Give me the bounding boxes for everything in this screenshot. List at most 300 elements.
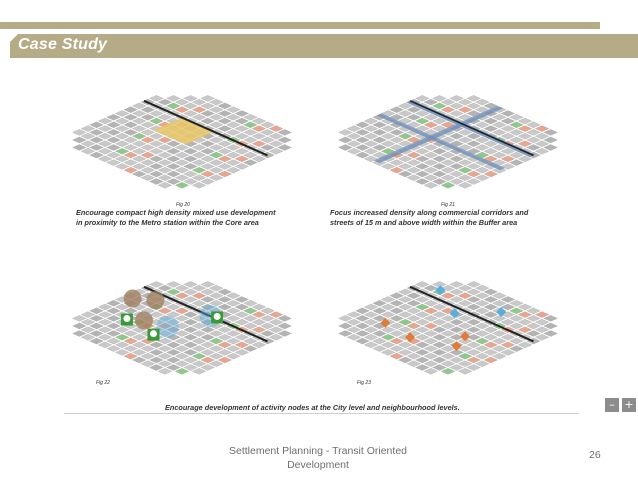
parcel-block <box>398 349 412 355</box>
parcel-block <box>364 141 378 147</box>
parcel-block <box>73 323 87 329</box>
parcel-block <box>81 319 95 325</box>
parcel-block <box>441 152 455 158</box>
parcel-block <box>252 327 266 333</box>
parcel-block <box>244 129 258 135</box>
parcel-block <box>416 349 430 355</box>
parcel-block <box>98 342 112 348</box>
minus-icon: – <box>609 398 615 411</box>
parcel-block <box>416 327 430 333</box>
parcel-block <box>407 308 421 314</box>
parcel-block <box>150 349 164 355</box>
parcel-block <box>416 304 430 310</box>
parcel-block <box>407 152 421 158</box>
parcel-block <box>458 300 472 306</box>
parcel-block <box>278 129 292 135</box>
zoom-out-button[interactable] <box>605 398 619 412</box>
parcel-block <box>244 114 258 120</box>
parcel-block <box>218 334 232 340</box>
parcel-block <box>424 323 438 329</box>
parcel-block <box>124 330 138 336</box>
parcel-block <box>450 110 464 116</box>
parcel-block <box>535 141 549 147</box>
parcel-block <box>132 171 146 177</box>
parcel-block <box>158 361 172 367</box>
parcel-block <box>124 114 138 120</box>
parcel-block <box>458 368 472 374</box>
footer-line-2: Development <box>287 459 349 471</box>
parcel-block <box>115 133 129 139</box>
parcel-block <box>484 357 498 363</box>
parcel-block <box>209 346 223 352</box>
parcel-block <box>124 353 138 359</box>
parcel-block <box>81 126 95 132</box>
parcel-block <box>347 312 361 318</box>
parcel-block <box>433 334 447 340</box>
parcel-block <box>433 148 447 154</box>
parcel-block <box>390 129 404 135</box>
parcel-block <box>441 353 455 359</box>
parcel-block <box>527 330 541 336</box>
parcel-block <box>467 357 481 363</box>
parcel-block <box>398 171 412 177</box>
parcel-block <box>158 338 172 344</box>
parcel-block <box>252 118 266 124</box>
parcel-block <box>73 129 87 135</box>
parcel-block <box>373 144 387 150</box>
parcel-block <box>158 167 172 173</box>
parcel-block <box>184 281 198 287</box>
parcel-block <box>364 133 378 139</box>
parcel-block <box>356 308 370 314</box>
parcel-block <box>484 327 498 333</box>
parcel-block <box>107 122 121 128</box>
parcel-block <box>192 293 206 299</box>
parcel-block <box>107 346 121 352</box>
parcel-block <box>235 334 249 340</box>
parcel-block <box>269 133 283 139</box>
parcel-block <box>235 319 249 325</box>
parcel-block <box>475 293 489 299</box>
parcel-block <box>150 163 164 169</box>
parcel-block <box>347 327 361 333</box>
parcel-block <box>201 163 215 169</box>
parcel-block <box>527 315 541 321</box>
parcel-block <box>450 179 464 185</box>
parcel-block <box>407 353 421 359</box>
parcel-block <box>209 175 223 181</box>
parcel-block <box>467 179 481 185</box>
caption-fig-21-line-1: Focus increased density along commercial corridors and <box>330 208 529 217</box>
parcel-block <box>441 175 455 181</box>
parcel-block <box>201 357 215 363</box>
parcel-block <box>201 281 215 287</box>
parcel-block <box>484 148 498 154</box>
parcel-block <box>398 296 412 302</box>
parcel-block <box>132 156 146 162</box>
parcel-block <box>390 107 404 113</box>
parcel-block <box>510 300 524 306</box>
parcel-block <box>390 137 404 143</box>
parcel-block <box>124 129 138 135</box>
parcel-block <box>398 110 412 116</box>
parcel-block <box>518 118 532 124</box>
parcel-block <box>107 137 121 143</box>
parcel-block <box>458 285 472 291</box>
parcel-block <box>235 110 249 116</box>
parcel-block <box>347 148 361 154</box>
parcel-block <box>244 160 258 166</box>
parcel-block <box>226 129 240 135</box>
parcel-block <box>132 334 146 340</box>
parcel-block <box>226 114 240 120</box>
parcel-block <box>90 137 104 143</box>
parcel-block <box>484 171 498 177</box>
parcel-block <box>184 110 198 116</box>
parcel-block <box>192 152 206 158</box>
parcel-block <box>356 315 370 321</box>
parcel-block <box>218 156 232 162</box>
parcel-block <box>278 330 292 336</box>
parcel-block <box>535 126 549 132</box>
parcel-block <box>501 110 515 116</box>
parcel-block <box>73 144 87 150</box>
parcel-block <box>175 368 189 374</box>
parcel-block <box>398 312 412 318</box>
parcel-block <box>235 312 249 318</box>
parcel-block <box>518 126 532 132</box>
parcel-block <box>81 334 95 340</box>
parcel-block <box>201 95 215 101</box>
parcel-block <box>209 160 223 166</box>
parcel-block <box>441 323 455 329</box>
parcel-block <box>424 152 438 158</box>
parcel-block <box>416 334 430 340</box>
parcel-block <box>535 148 549 154</box>
parcel-block <box>201 148 215 154</box>
parcel-block <box>458 167 472 173</box>
parcel-block <box>192 368 206 374</box>
parcel-block <box>492 315 506 321</box>
parcel-block <box>261 308 275 314</box>
parcel-block <box>544 323 558 329</box>
parcel-block <box>150 95 164 101</box>
parcel-block <box>226 346 240 352</box>
parcel-block <box>450 289 464 295</box>
parcel-block <box>98 126 112 132</box>
parcel-block <box>527 308 541 314</box>
parcel-block <box>192 114 206 120</box>
parcel-block <box>150 179 164 185</box>
parcel-block <box>184 179 198 185</box>
parcel-block <box>226 122 240 128</box>
parcel-block <box>209 144 223 150</box>
zoom-in-button[interactable] <box>622 398 636 412</box>
parcel-block <box>373 346 387 352</box>
parcel-block <box>356 129 370 135</box>
parcel-block <box>381 312 395 318</box>
parcel-block <box>441 99 455 105</box>
parcel-block <box>235 126 249 132</box>
parcel-block <box>167 179 181 185</box>
parcel-block <box>467 319 481 325</box>
parcel-block <box>90 315 104 321</box>
parcel-block <box>107 144 121 150</box>
parcel-block <box>90 144 104 150</box>
parcel-block <box>373 330 387 336</box>
parcel-block <box>209 353 223 359</box>
parcel-block <box>484 349 498 355</box>
parcel-block <box>356 152 370 158</box>
parcel-block <box>450 156 464 162</box>
parcel-block <box>244 315 258 321</box>
parcel-block <box>252 141 266 147</box>
parcel-block <box>484 334 498 340</box>
parcel-block <box>467 95 481 101</box>
parcel-block <box>124 152 138 158</box>
parcel-block <box>192 285 206 291</box>
caption-divider <box>64 413 579 414</box>
parcel-block <box>201 342 215 348</box>
parcel-block <box>269 334 283 340</box>
parcel-block <box>132 357 146 363</box>
parcel-block <box>381 342 395 348</box>
parcel-block <box>150 156 164 162</box>
parcel-block <box>510 122 524 128</box>
parcel-block <box>458 99 472 105</box>
parcel-block <box>252 126 266 132</box>
header-corner-notch <box>10 34 18 42</box>
parcel-block <box>424 182 438 188</box>
parcel-block <box>184 103 198 109</box>
parcel-block <box>450 365 464 371</box>
parcel-block <box>364 118 378 124</box>
parcel-block <box>390 315 404 321</box>
parcel-block <box>433 342 447 348</box>
fig-label-20: Fig 20 <box>176 202 190 208</box>
parcel-block <box>218 342 232 348</box>
parcel-block <box>107 300 121 306</box>
parcel-block <box>218 110 232 116</box>
parcel-block <box>115 349 129 355</box>
parcel-block <box>141 114 155 120</box>
parcel-block <box>184 349 198 355</box>
parcel-block <box>81 327 95 333</box>
parcel-block <box>141 361 155 367</box>
parcel-block <box>269 141 283 147</box>
parcel-block <box>450 95 464 101</box>
parcel-block <box>98 156 112 162</box>
parcel-block <box>501 133 515 139</box>
parcel-block <box>124 144 138 150</box>
parcel-block <box>184 365 198 371</box>
parcel-block <box>518 319 532 325</box>
parcel-block <box>132 133 146 139</box>
parcel-block <box>441 107 455 113</box>
parcel-block <box>218 304 232 310</box>
parcel-block <box>252 133 266 139</box>
parcel-block <box>175 346 189 352</box>
parcel-block <box>132 349 146 355</box>
parcel-block <box>192 361 206 367</box>
parcel-block <box>167 141 181 147</box>
parcel-block <box>356 323 370 329</box>
parcel-block <box>158 152 172 158</box>
parcel-block <box>209 99 223 105</box>
parcel-block <box>373 137 387 143</box>
parcel-block <box>218 103 232 109</box>
parcel-block <box>115 156 129 162</box>
parcel-block <box>416 296 430 302</box>
parcel-block <box>167 171 181 177</box>
parcel-block <box>218 118 232 124</box>
parcel-block <box>167 148 181 154</box>
parcel-block <box>107 129 121 135</box>
parcel-block <box>192 160 206 166</box>
parcel-block <box>209 338 223 344</box>
parcel-block <box>441 293 455 299</box>
parcel-block <box>98 118 112 124</box>
parcel-block <box>218 126 232 132</box>
parcel-block <box>458 361 472 367</box>
parcel-block <box>141 129 155 135</box>
parcel-block <box>416 148 430 154</box>
parcel-block <box>492 330 506 336</box>
parcel-block <box>73 315 87 321</box>
parcel-block <box>218 327 232 333</box>
parcel-block <box>475 144 489 150</box>
parcel-block <box>261 144 275 150</box>
parcel-block <box>492 129 506 135</box>
parcel-block <box>158 368 172 374</box>
parcel-block <box>527 122 541 128</box>
parcel-block <box>98 141 112 147</box>
parcel-block <box>484 296 498 302</box>
parcel-block <box>544 330 558 336</box>
parcel-block <box>398 304 412 310</box>
parcel-block <box>175 338 189 344</box>
parcel-block <box>261 122 275 128</box>
parcel-block <box>501 342 515 348</box>
parcel-block <box>518 342 532 348</box>
parcel-block <box>201 365 215 371</box>
parcel-block <box>501 126 515 132</box>
parcel-block <box>364 148 378 154</box>
parcel-block <box>373 129 387 135</box>
parcel-block <box>416 171 430 177</box>
parcel-block <box>356 122 370 128</box>
page-title: Case Study <box>18 36 108 53</box>
parcel-block <box>235 304 249 310</box>
parcel-block <box>226 160 240 166</box>
parcel-block <box>269 126 283 132</box>
parcel-block <box>278 144 292 150</box>
parcel-block <box>441 330 455 336</box>
parcel-block <box>209 285 223 291</box>
parcel-block <box>416 179 430 185</box>
parcel-block <box>467 103 481 109</box>
parcel-block <box>150 118 164 124</box>
parcel-block <box>175 144 189 150</box>
parcel-block <box>218 171 232 177</box>
parcel-block <box>175 353 189 359</box>
parcel-block <box>467 171 481 177</box>
parcel-block <box>535 319 549 325</box>
parcel-block <box>416 156 430 162</box>
parcel-block <box>132 141 146 147</box>
parcel-block <box>115 118 129 124</box>
city-activity-node <box>135 311 153 329</box>
parcel-block <box>184 342 198 348</box>
parcel-block <box>441 338 455 344</box>
parcel-block <box>364 319 378 325</box>
parcel-block <box>544 315 558 321</box>
parcel-block <box>115 342 129 348</box>
parcel-block <box>175 152 189 158</box>
parcel-block <box>510 137 524 143</box>
parcel-block <box>184 171 198 177</box>
parcel-block <box>175 99 189 105</box>
parcel-block <box>201 349 215 355</box>
caption-fig-20-line-2: in proximity to the Metro station within the Core area <box>76 217 259 227</box>
parcel-block <box>226 330 240 336</box>
parcel-block <box>226 167 240 173</box>
parcel-block <box>416 163 430 169</box>
parcel-block <box>167 357 181 363</box>
parcel-block <box>124 338 138 344</box>
parcel-block <box>381 141 395 147</box>
parcel-block <box>209 330 223 336</box>
map-fig-23 <box>328 250 568 385</box>
parcel-block <box>244 152 258 158</box>
caption-fig-21 <box>330 208 528 227</box>
parcel-block <box>98 148 112 154</box>
city-activity-node <box>124 290 142 308</box>
parcel-block <box>218 163 232 169</box>
parcel-block <box>167 156 181 162</box>
parcel-block <box>218 357 232 363</box>
parcel-block <box>450 319 464 325</box>
parcel-block <box>98 304 112 310</box>
parcel-block <box>218 296 232 302</box>
parcel-block <box>492 353 506 359</box>
parcel-block <box>167 103 181 109</box>
parcel-block <box>518 133 532 139</box>
parcel-block <box>167 349 181 355</box>
parcel-block <box>424 160 438 166</box>
parcel-block <box>398 163 412 169</box>
parcel-block <box>184 296 198 302</box>
parcel-block <box>416 281 430 287</box>
parcel-block <box>192 167 206 173</box>
parcel-block <box>81 133 95 139</box>
parcel-block <box>218 141 232 147</box>
parcel-block <box>175 293 189 299</box>
parcel-block <box>510 308 524 314</box>
parcel-block <box>484 289 498 295</box>
parcel-block <box>107 114 121 120</box>
parcel-block <box>192 330 206 336</box>
parcel-block <box>150 281 164 287</box>
parcel-block <box>209 114 223 120</box>
parcel-block <box>484 126 498 132</box>
tree-icon-crown <box>150 330 157 337</box>
parcel-block <box>450 296 464 302</box>
parcel-block <box>398 327 412 333</box>
parcel-block <box>90 129 104 135</box>
parcel-block <box>467 289 481 295</box>
parcel-block <box>501 349 515 355</box>
